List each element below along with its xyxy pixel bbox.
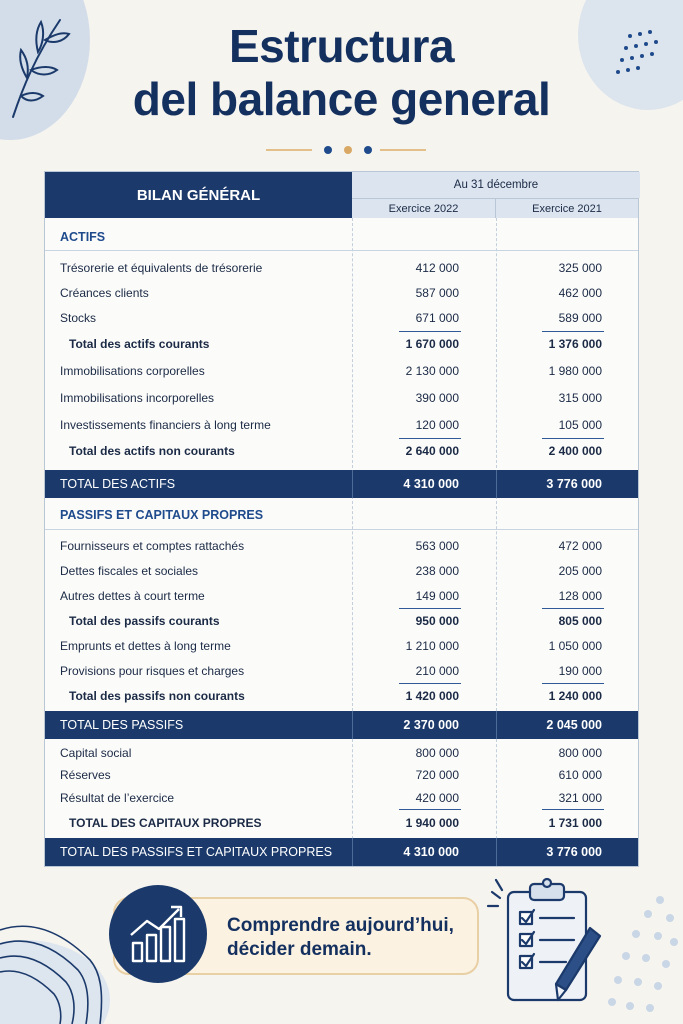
value-2022: 2 640 000: [405, 444, 459, 458]
value-2022: 950 000: [415, 614, 459, 628]
value-2021: 2 400 000: [548, 444, 602, 458]
value-2021: 589 000: [558, 311, 602, 325]
value-2022: 2 370 000: [403, 718, 459, 732]
table-row: [45, 636, 638, 656]
subtotal-underline: [399, 438, 461, 439]
row-label: Stocks: [60, 311, 97, 325]
row-label: Réserves: [60, 768, 111, 782]
subtotal-row: [45, 686, 638, 706]
value-2022: 120 000: [415, 418, 459, 432]
table-row: [45, 258, 638, 278]
motto-line-2: décider demain.: [227, 939, 372, 960]
subtotal-underline: [542, 608, 604, 609]
value-2021: 205 000: [558, 564, 602, 578]
value-2021: 3 776 000: [546, 845, 602, 859]
value-2022: 210 000: [415, 664, 459, 678]
table-row: [45, 765, 638, 785]
row-label: TOTAL DES PASSIFS: [60, 718, 184, 732]
value-2021: 1 050 000: [548, 639, 602, 653]
subtotal-underline: [542, 683, 604, 684]
table-row: [45, 561, 638, 581]
subtotal-underline: [399, 608, 461, 609]
wave-lines-decoration: [0, 920, 110, 1024]
table-row: [45, 586, 638, 606]
value-2021: 610 000: [558, 768, 602, 782]
clipboard-checklist-icon: [486, 872, 616, 1012]
value-2021: 2 045 000: [546, 718, 602, 732]
value-2021: 105 000: [558, 418, 602, 432]
subtotal-underline: [399, 809, 461, 810]
row-label: Créances clients: [60, 286, 149, 300]
title-line-1: Estructura: [228, 20, 455, 72]
value-2022: 412 000: [415, 261, 459, 275]
value-2022: 720 000: [415, 768, 459, 782]
section-divider: [45, 529, 638, 530]
subtotal-underline: [542, 331, 604, 332]
value-2022: 1 670 000: [405, 337, 459, 351]
row-label: Emprunts et dettes à long terme: [60, 639, 231, 653]
row-label: Total des actifs non courants: [69, 444, 235, 458]
value-2022: 4 310 000: [403, 477, 459, 491]
value-2021: 128 000: [558, 589, 602, 603]
value-2022: 149 000: [415, 589, 459, 603]
table-row: [45, 788, 638, 808]
value-2022: 1 420 000: [405, 689, 459, 703]
section-assets-label: ACTIFS: [60, 230, 106, 244]
column-header-2021: Exercice 2021: [496, 198, 638, 218]
subtotal-underline: [399, 683, 461, 684]
period-header: Au 31 décembre: [352, 172, 640, 198]
value-2021: 1 376 000: [548, 337, 602, 351]
row-label: Total des actifs courants: [69, 337, 210, 351]
value-2022: 671 000: [415, 311, 459, 325]
subtotal-underline: [542, 438, 604, 439]
subtotal-row: [45, 441, 638, 461]
bar-chart-growth-icon: [109, 885, 207, 983]
title-divider: [266, 144, 426, 156]
value-2021: 1 240 000: [548, 689, 602, 703]
subtotal-row: [45, 334, 638, 354]
section-liabilities-label: PASSIFS ET CAPITAUX PROPRES: [60, 508, 264, 522]
row-label: Capital social: [60, 746, 132, 760]
row-label: Total des passifs non courants: [69, 689, 245, 703]
value-2021: 805 000: [558, 614, 602, 628]
column-header-2022: Exercice 2022: [352, 198, 496, 218]
subtotal-row: [45, 611, 638, 631]
value-2021: 315 000: [558, 391, 602, 405]
row-label: Immobilisations incorporelles: [60, 391, 215, 405]
row-label: TOTAL DES PASSIFS ET CAPITAUX PROPRES: [60, 845, 333, 859]
value-2022: 800 000: [415, 746, 459, 760]
table-row: [45, 361, 638, 381]
page-title: [0, 20, 683, 126]
subtotal-underline: [542, 809, 604, 810]
value-2022: 420 000: [415, 791, 459, 805]
row-label: Autres dettes à court terme: [60, 589, 205, 603]
table-row: [45, 743, 638, 763]
balance-sheet-table: [44, 171, 639, 867]
title-line-2: del balance general: [132, 73, 551, 125]
table-row: [45, 308, 638, 328]
row-label: Dettes fiscales et sociales: [60, 564, 199, 578]
value-2022: 587 000: [415, 286, 459, 300]
value-2021: 190 000: [558, 664, 602, 678]
value-2022: 390 000: [415, 391, 459, 405]
value-2021: 1 980 000: [548, 364, 602, 378]
value-2022: 238 000: [415, 564, 459, 578]
row-label: Trésorerie et équivalents de trésorerie: [60, 261, 263, 275]
value-2021: 462 000: [558, 286, 602, 300]
subtotal-underline: [399, 331, 461, 332]
dots-pattern-bottom-right: [600, 890, 680, 1020]
table-row: [45, 388, 638, 408]
value-2021: 800 000: [558, 746, 602, 760]
value-2021: 325 000: [558, 261, 602, 275]
value-2022: 1 210 000: [405, 639, 459, 653]
table-row: [45, 283, 638, 303]
total-assets-band: [45, 470, 638, 498]
value-2022: 4 310 000: [403, 845, 459, 859]
row-label: Résultat de l’exercice: [60, 791, 175, 805]
row-label: TOTAL DES ACTIFS: [60, 477, 176, 491]
value-2022: 2 130 000: [405, 364, 459, 378]
value-2021: 472 000: [558, 539, 602, 553]
motto-text: [227, 914, 467, 962]
motto-line-1: Comprendre aujourd’hui,: [227, 915, 454, 936]
section-divider: [45, 250, 638, 251]
value-2021: 3 776 000: [546, 477, 602, 491]
value-2021: 1 731 000: [548, 816, 602, 830]
total-liabilities-band: [45, 711, 638, 739]
row-label: Fournisseurs et comptes rattachés: [60, 539, 245, 553]
row-label: Total des passifs courants: [69, 614, 220, 628]
table-row: [45, 536, 638, 556]
row-label: TOTAL DES CAPITAUX PROPRES: [69, 816, 262, 830]
subtotal-row: [45, 813, 638, 833]
callout-icon-circle: [109, 885, 207, 983]
table-row: [45, 661, 638, 681]
value-2022: 563 000: [415, 539, 459, 553]
row-label: Immobilisations corporelles: [60, 364, 205, 378]
row-label: Provisions pour risques et charges: [60, 664, 245, 678]
table-title: BILAN GÉNÉRAL: [45, 172, 352, 218]
total-liabilities-equity-band: [45, 838, 638, 866]
value-2022: 1 940 000: [405, 816, 459, 830]
table-row: [45, 415, 638, 435]
row-label: Investissements financiers à long terme: [60, 418, 271, 432]
value-2021: 321 000: [558, 791, 602, 805]
